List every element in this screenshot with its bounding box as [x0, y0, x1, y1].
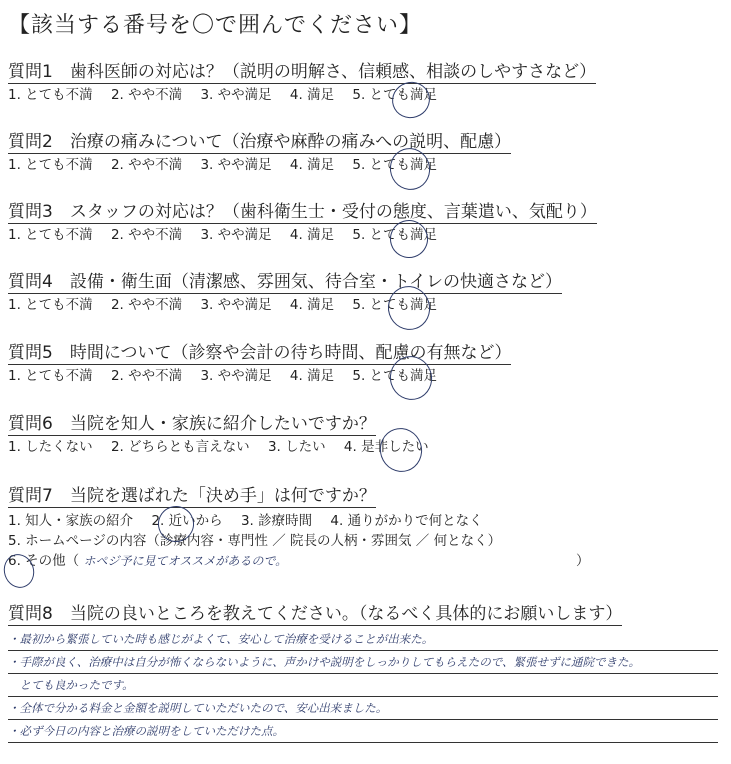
option-5[interactable]: 5. とても満足 — [352, 368, 438, 384]
question-title: 質問7 当院を選ばれた「決め手」は何ですか？ — [8, 486, 376, 506]
question-title: 質問6 当院を知人・家族に紹介したいですか？ — [8, 414, 376, 434]
option-6-row — [8, 551, 708, 571]
option-4[interactable]: 4. 是非したい — [343, 439, 429, 455]
answer-line: ・必ず今日の内容と治療の説明をしていただけた点。 — [8, 720, 718, 743]
option-5[interactable]: 5. とても満足 — [352, 157, 438, 173]
option-5[interactable]: 5. とても満足 — [352, 297, 438, 313]
option-1[interactable]: 1. とても不満 — [8, 157, 93, 173]
option-4[interactable]: 4. 満足 — [289, 227, 335, 243]
answer-line: ・手際が良く、治療中は自分が怖くならないように、声かけや説明をしっかりしてもらえたので、緊張せずに通院できた。 — [8, 651, 718, 674]
question-8 — [8, 604, 718, 626]
question-5 — [8, 343, 628, 385]
option-1[interactable]: 1. したくない — [8, 439, 93, 455]
option-2[interactable]: 2. やや不満 — [110, 297, 183, 313]
option-1[interactable]: 1. 知人・家族の紹介 — [8, 513, 134, 529]
option-4[interactable]: 4. 満足 — [289, 368, 335, 384]
option-3[interactable]: 3. したい — [267, 439, 326, 455]
answer-line: ・全体で分かる料金と金額を説明していただいたので、安心出来ました。 — [8, 697, 718, 720]
option-1[interactable]: 1. とても不満 — [8, 297, 93, 313]
answer-line: ・最初から緊張していた時も感じがよくて、安心して治療を受けることが出来た。 — [8, 628, 718, 651]
option-5[interactable]: 5. ホームページの内容（診療内容・専門性 ／ 院長の人柄・雰囲気 ／ 何となく） — [8, 533, 502, 549]
question-title: 質問2 治療の痛みについて（治療や麻酔の痛みへの説明、配慮） — [8, 132, 512, 152]
question-title: 質問3 スタッフの対応は？（歯科衛生士・受付の態度、言葉遣い、気配り） — [8, 202, 597, 222]
option-2[interactable]: 2. やや不満 — [110, 157, 183, 173]
option-4[interactable]: 4. 満足 — [289, 297, 335, 313]
question-title: 質問5 時間について（診察や会計の待ち時間、配慮の有無など） — [8, 343, 512, 363]
question-1 — [8, 62, 628, 104]
option-1[interactable]: 1. とても不満 — [8, 227, 93, 243]
option-5[interactable]: 5. とても満足 — [352, 227, 438, 243]
option-1[interactable]: 1. とても不満 — [8, 368, 93, 384]
option-4[interactable]: 4. 満足 — [289, 157, 335, 173]
question-3 — [8, 202, 628, 244]
option-2[interactable]: 2. 近いから — [151, 513, 223, 529]
answer-lines — [8, 628, 718, 743]
option-3[interactable]: 3. やや満足 — [200, 227, 272, 243]
question-title: 質問1 歯科医師の対応は？（説明の明解さ、信頼感、相談のしやすさなど） — [8, 62, 597, 82]
page-heading: 【該当する番号を〇で囲んでください】 — [8, 13, 423, 38]
answer-line: とても良かったです。 — [8, 674, 718, 697]
options-row — [8, 296, 628, 314]
closing-paren: ） — [576, 553, 590, 569]
options-row — [8, 438, 628, 456]
option-3[interactable]: 3. 診療時間 — [240, 513, 313, 529]
option-3[interactable]: 3. やや満足 — [200, 87, 272, 103]
option-4[interactable]: 4. 満足 — [289, 87, 335, 103]
option-5[interactable]: 5. とても満足 — [352, 87, 438, 103]
option-2[interactable]: 2. やや不満 — [110, 368, 183, 384]
handwritten-answer: ホペジ予に見てオススメがあるので。 — [83, 554, 288, 568]
option-3[interactable]: 3. やや満足 — [200, 297, 272, 313]
question-6 — [8, 414, 628, 456]
question-2 — [8, 132, 628, 174]
question-7 — [8, 486, 708, 571]
options-row — [8, 156, 628, 174]
question-4 — [8, 272, 628, 314]
option-2[interactable]: 2. やや不満 — [110, 87, 183, 103]
option-6-label[interactable]: 6. その他（ — [8, 553, 80, 569]
question-title: 質問8 当院の良いところを教えてください。（なるべく具体的にお願いします） — [8, 604, 623, 624]
options-row — [8, 367, 628, 385]
option-2[interactable]: 2. どちらとも言えない — [110, 439, 250, 455]
options-row — [8, 226, 628, 244]
option-3[interactable]: 3. やや満足 — [200, 368, 272, 384]
question-title: 質問4 設備・衛生面（清潔感、雰囲気、待合室・トイレの快適さなど） — [8, 272, 562, 292]
option-2[interactable]: 2. やや不満 — [110, 227, 183, 243]
option-3[interactable]: 3. やや満足 — [200, 157, 272, 173]
option-1[interactable]: 1. とても不満 — [8, 87, 93, 103]
option-4[interactable]: 4. 通りがかりで何となく — [330, 513, 483, 529]
options-row — [8, 86, 628, 104]
options-row — [8, 511, 708, 531]
